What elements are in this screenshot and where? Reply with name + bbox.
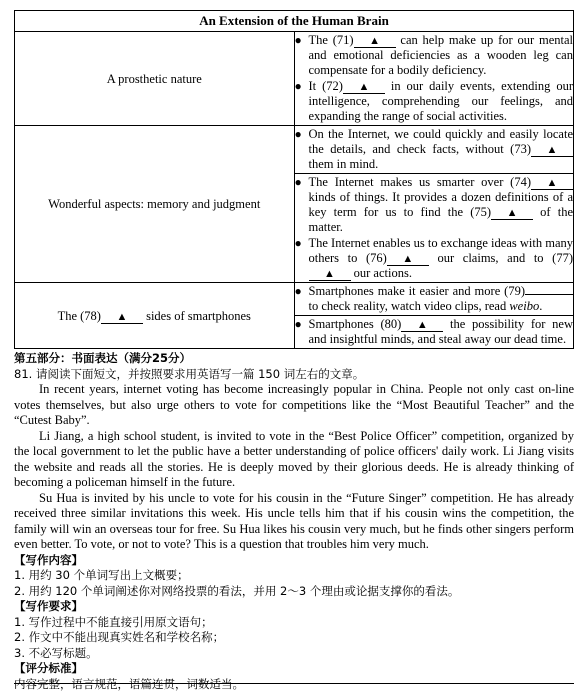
question-line: 81. 请阅读下面短文，并按照要求用英语写一篇 150 词左右的文章。 [14, 367, 574, 383]
requirement-item: 2. 作文中不能出现真实姓名和学校名称； [14, 630, 574, 646]
bullet-icon: ● [295, 175, 302, 190]
answer-blank: ▲ [387, 253, 429, 266]
row-label-wonderful: Wonderful aspects: memory and judgment [15, 126, 295, 283]
passage-paragraph: Li Jiang, a high school student, is invited to vote in the “Best Police Officer” competition, organized by the local government to let the public have a better understanding of police officers' daily work. Li Jiang visits the website and reads all the stories. He is deeply moved by their glorious deeds. He is already thinking of becoming a policeman himself in the future. [14, 429, 574, 491]
requirement-item: 3. 不必写标题。 [14, 646, 574, 662]
summary-table [14, 10, 574, 349]
scoring-heading: 【评分标准】 [14, 661, 574, 677]
cell-prosthetic [294, 32, 574, 126]
cell-internet-smarter [294, 174, 574, 283]
answer-blank: ▲ [531, 177, 573, 190]
bullet-icon: ● [295, 33, 302, 48]
answer-blank: ▲ [343, 81, 385, 94]
answer-blank: ▲ [309, 268, 351, 281]
list-item: ● The (71) ▲ can help make up for our mental and emotional deficiencies as a wooden leg can compensate for a bodily deficiency. [295, 33, 574, 78]
cell-internet-facts [294, 126, 574, 174]
requirements-heading: 【写作要求】 [14, 599, 574, 615]
answer-blank: ▲ [354, 35, 396, 48]
passage-paragraph: In recent years, internet voting has become increasingly popular in China. People not only cast on-line votes themselves, but also urge others to vote for competitions like the “Most Beautiful Teacher” and the “Cutest Baby”. [14, 382, 574, 429]
answer-blank: ▲ [491, 207, 533, 220]
list-item: ● On the Internet, we could quickly and easily locate the details, and check facts, without (73) ▲ them in mind. [295, 127, 574, 172]
bullet-icon: ● [295, 79, 302, 94]
answer-blank: ▲ [101, 311, 143, 324]
requirement-item: 1. 写作过程中不能直接引用原文语句； [14, 615, 574, 631]
bullet-icon: ● [295, 317, 302, 332]
scoring-text: 内容完整，语言规范，语篇连贯，词数适当。 [14, 677, 574, 692]
answer-blank [525, 294, 573, 295]
list-item: ● Smartphones (80) ▲ the possibility for new and insightful minds, and steal away our dead time. [295, 317, 574, 347]
bullet-icon: ● [295, 127, 302, 142]
page [14, 10, 574, 692]
table-title: An Extension of the Human Brain [15, 11, 574, 32]
answer-blank: ▲ [531, 144, 573, 157]
list-item: ● The Internet enables us to exchange ideas with many others to (76) ▲ our claims, and to (77)▲ our actions. [295, 236, 574, 281]
answer-blank: ▲ [401, 319, 443, 332]
cell-smartphones-steal [294, 316, 574, 349]
bottom-divider [14, 683, 574, 684]
row-label-prosthetic: A prosthetic nature [15, 32, 295, 126]
list-item: ● Smartphones make it easier and more (79) to check reality, watch video clips, read weibo. [295, 284, 574, 314]
content-heading: 【写作内容】 [14, 553, 574, 569]
cell-smartphones-easier [294, 283, 574, 316]
passage-paragraph: Su Hua is invited by his uncle to vote for his cousin in the “Future Singer” competition. He has already received three similar invitations this week. His uncle tells him that if his cousin wins the competition, the family will win an overseas tour for free. Su Hua likes his cousin very much, but he finds other singers perform even better. To vote, or not to vote? This is a question that troubles him very much. [14, 491, 574, 553]
list-item: ● It (72) ▲ in our daily events, extending our intelligence, comprehending our feelings, and expanding the range of social activities. [295, 79, 574, 124]
bullet-icon: ● [295, 284, 302, 299]
content-item: 2. 用约 120 个单词阐述你对网络投票的看法，并用 2～3 个理由或论据支撑你的看法。 [14, 584, 574, 600]
list-item: ● The Internet makes us smarter over (74) ▲ kinds of things. It provides a dozen definitions of a key term for us to find the (75) ▲ of the matter. [295, 175, 574, 235]
content-item: 1. 用约 30 个单词写出上文概要； [14, 568, 574, 584]
row-label-smartphones: The (78) ▲ sides of smartphones [15, 283, 295, 349]
bullet-icon: ● [295, 236, 302, 251]
section-heading: 第五部分：书面表达（满分25分） [14, 351, 574, 367]
